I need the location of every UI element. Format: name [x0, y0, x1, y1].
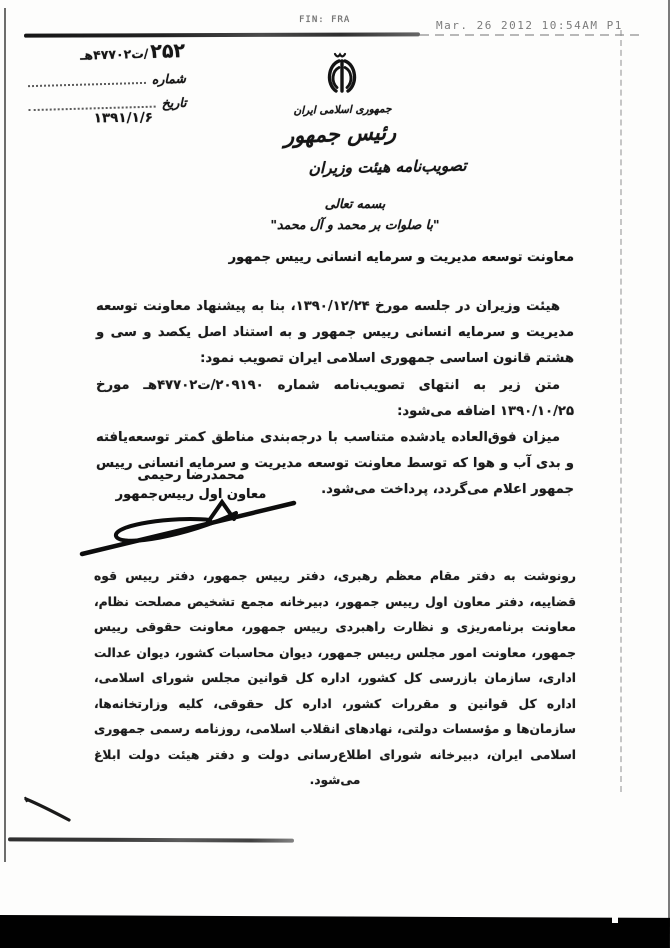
document-type-title: تصویب‌نامه هیئت وزیران — [308, 156, 467, 178]
stamp-number-printed: /ت۴۷۷۰۲هـ — [79, 45, 149, 63]
stamp-number-line — [25, 40, 186, 66]
body-paragraph-1: هیئت وزیران در جلسه مورخ ۱۳۹۰/۱۲/۲۴، بنا به پیشنهاد معاونت توسعه مدیریت و سرمایه انسانی رییس جمهور و به استناد اصل یکصد و سی و هشتم قانون اساسی جمهوری اسلامی ایران تصویب نمود: — [96, 299, 574, 366]
bottom-left-scribble — [22, 792, 76, 832]
distribution-paragraph: رونوشت به دفتر مقام معظم رهبری، دفتر رییس جمهور، دفتر رییس قوه قضاییه، دفتر معاون اول رییس جمهور، دبیرخانه مجمع تشخیص مصلحت نظام، معاونت برنامه‌ریزی و نظارت راهبردی رییس جمهور، معاونت حقوقی رییس جمهور، معاونت امور مجلس رییس جمهور، دیوان محاسبات کشور، دیوان عدالت اداری، سازمان بازرسی کل کشور، اداره کل قوانین مجلس شورای اسلامی، اداره کل قوانین و مقررات کشور، اداره کل حقوقی، کلیه وزارتخانه‌ها، سازمان‌ها و مؤسسات دولتی، نهادهای انقلاب اسلامی، روزنامه رسمی جمهوری اسلامی ایران، دبیرخانه شورای اطلاع‌رسانی دولت و دفتر هیئت دولت ابلاغ می‌شود. — [94, 569, 576, 787]
stamp-number-field — [26, 71, 186, 90]
bottom-black-band — [0, 915, 670, 948]
office-calligraphy: رئیس جمهور — [283, 120, 397, 148]
bottom-band-notch — [612, 914, 618, 923]
fax-header-smudge-line-ext — [420, 34, 645, 36]
stamp-date-value: ۱۳۹۱/۱/۶ — [93, 109, 154, 127]
addressee-line: معاونت توسعه مدیریت و سرمایه انسانی رییس جمهور — [228, 250, 574, 265]
body-paragraph-2: متن زیر به انتهای تصویب‌نامه شماره ۲۰۹۱۹۰/ت۴۷۷۰۲هـ مورخ ۱۳۹۰/۱۰/۲۵ اضافه می‌شود: — [96, 378, 574, 419]
stamp-date-label: تاریخ — [161, 94, 187, 111]
iran-emblem-icon — [322, 50, 362, 106]
stamp-number-handwritten: ۲۵۲ — [149, 39, 186, 64]
fax-header-smudge-line — [24, 32, 420, 37]
right-perforation-line — [620, 30, 622, 792]
fax-timestamp: Mar. 26 2012 10:54AM P1 — [436, 19, 623, 32]
signatory-title: معاون اول رییس‌جمهور — [115, 487, 267, 502]
country-name: جمهوری اسلامی ایران — [293, 103, 392, 117]
signatory-name: محمدرضا رحیمی — [137, 468, 245, 483]
registration-stamp — [25, 40, 187, 128]
stamp-number-label: شماره — [151, 70, 187, 87]
body-paragraph-3: میزان فوق‌العاده یادشده متناسب با درجه‌بندی مناطق کمتر توسعه‌یافته و بدی آب و هوا که توسط معاونت توسعه مدیریت و سرمایه انسانی رییس جمهور اعلام می‌گردد، پرداخت می‌شود. — [96, 430, 574, 497]
left-scan-border — [4, 8, 6, 862]
bottom-smudge-line — [8, 837, 294, 842]
fax-station-marks: FIN: FRA — [299, 15, 351, 25]
besmele-line: بسمه تعالی — [324, 196, 386, 211]
signature-scrawl-icon — [68, 486, 318, 568]
salawat-line: "با صلوات بر محمد و آل محمد" — [270, 217, 440, 232]
stamp-number-dotted-line — [28, 72, 146, 87]
